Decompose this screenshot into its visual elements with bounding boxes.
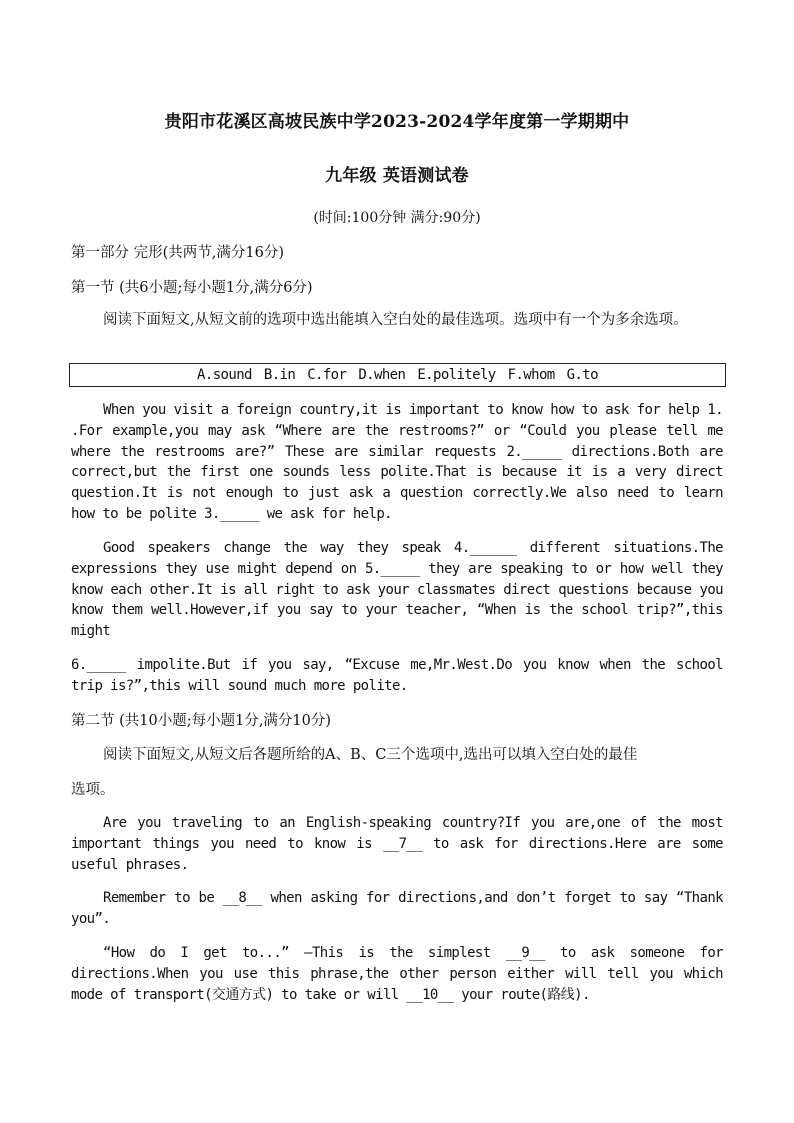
option-c: C.for	[307, 367, 347, 383]
exam-info: (时间:100分钟 满分:90分)	[313, 210, 481, 226]
passage1-paragraph-1: When you visit a foreign country,it is important to know how to ask for help 1. .For example,you may ask “Where are the restrooms?” or “Could you please tell me where the restrooms are?” These are similar requests 2._____ directions.Both are correct,but the first one sounds less polite.That is because it is a very direct question.It is not enough to just ask a question correctly.We also need to learn how to be polite 3._____ we ask for help.	[71, 402, 723, 522]
option-b: B.in	[263, 367, 296, 383]
part1-heading: 第一部分 完形(共两节,满分16分)	[71, 245, 284, 261]
school-title: 贵阳市花溪区高坡民族中学2023-2024学年度第一学期期中	[164, 112, 630, 132]
option-g: G.to	[566, 367, 598, 383]
passage2-paragraph-3: “How do I get to...” —This is the simplest __9__ to ask someone for directions.When you use this phrase,the other person either will tell you which mode of transport(交通方式) to take or will __10__ your route(路线).	[71, 945, 723, 1003]
option-e: E.politely	[417, 367, 496, 383]
section2-instructions-line2: 选项。	[71, 782, 115, 798]
passage2-paragraph-2: Remember to be __8__ when asking for directions,and don’t forget to say “Thank you”.	[71, 890, 723, 927]
passage1-paragraph-3: 6._____ impolite.But if you say, “Excuse me,Mr.West.Do you know when the school trip is?”,this will sound much more polite.	[71, 657, 723, 694]
option-f: F.whom	[507, 367, 555, 383]
passage2-paragraph-1: Are you traveling to an English-speaking country?If you are,one of the most important things you need to know is __7__ to ask for directions.Here are some useful phrases.	[71, 815, 723, 873]
option-d: D.when	[358, 367, 406, 383]
section2-instructions-line1: 阅读下面短文,从短文后各题所给的A、B、C三个选项中,选出可以填入空白处的最佳	[103, 747, 638, 763]
options-box	[69, 363, 726, 387]
section1-instructions: 阅读下面短文,从短文前的选项中选出能填入空白处的最佳选项。选项中有一个为多余选项。	[103, 312, 688, 328]
exam-title: 九年级 英语测试卷	[325, 166, 469, 186]
section1-heading: 第一节 (共6小题;每小题1分,满分6分)	[71, 280, 313, 296]
passage1-paragraph-2: Good speakers change the way they speak 4.______ different situations.The expressions they use might depend on 5._____ they are speaking to or how well they know each other.It is all right to ask your classmates direct questions because you know them well.However,if you say to your teacher, “When is the school trip?”,this might	[71, 540, 723, 640]
option-a: A.sound	[197, 367, 252, 383]
section2-heading: 第二节 (共10小题;每小题1分,满分10分)	[71, 713, 332, 729]
